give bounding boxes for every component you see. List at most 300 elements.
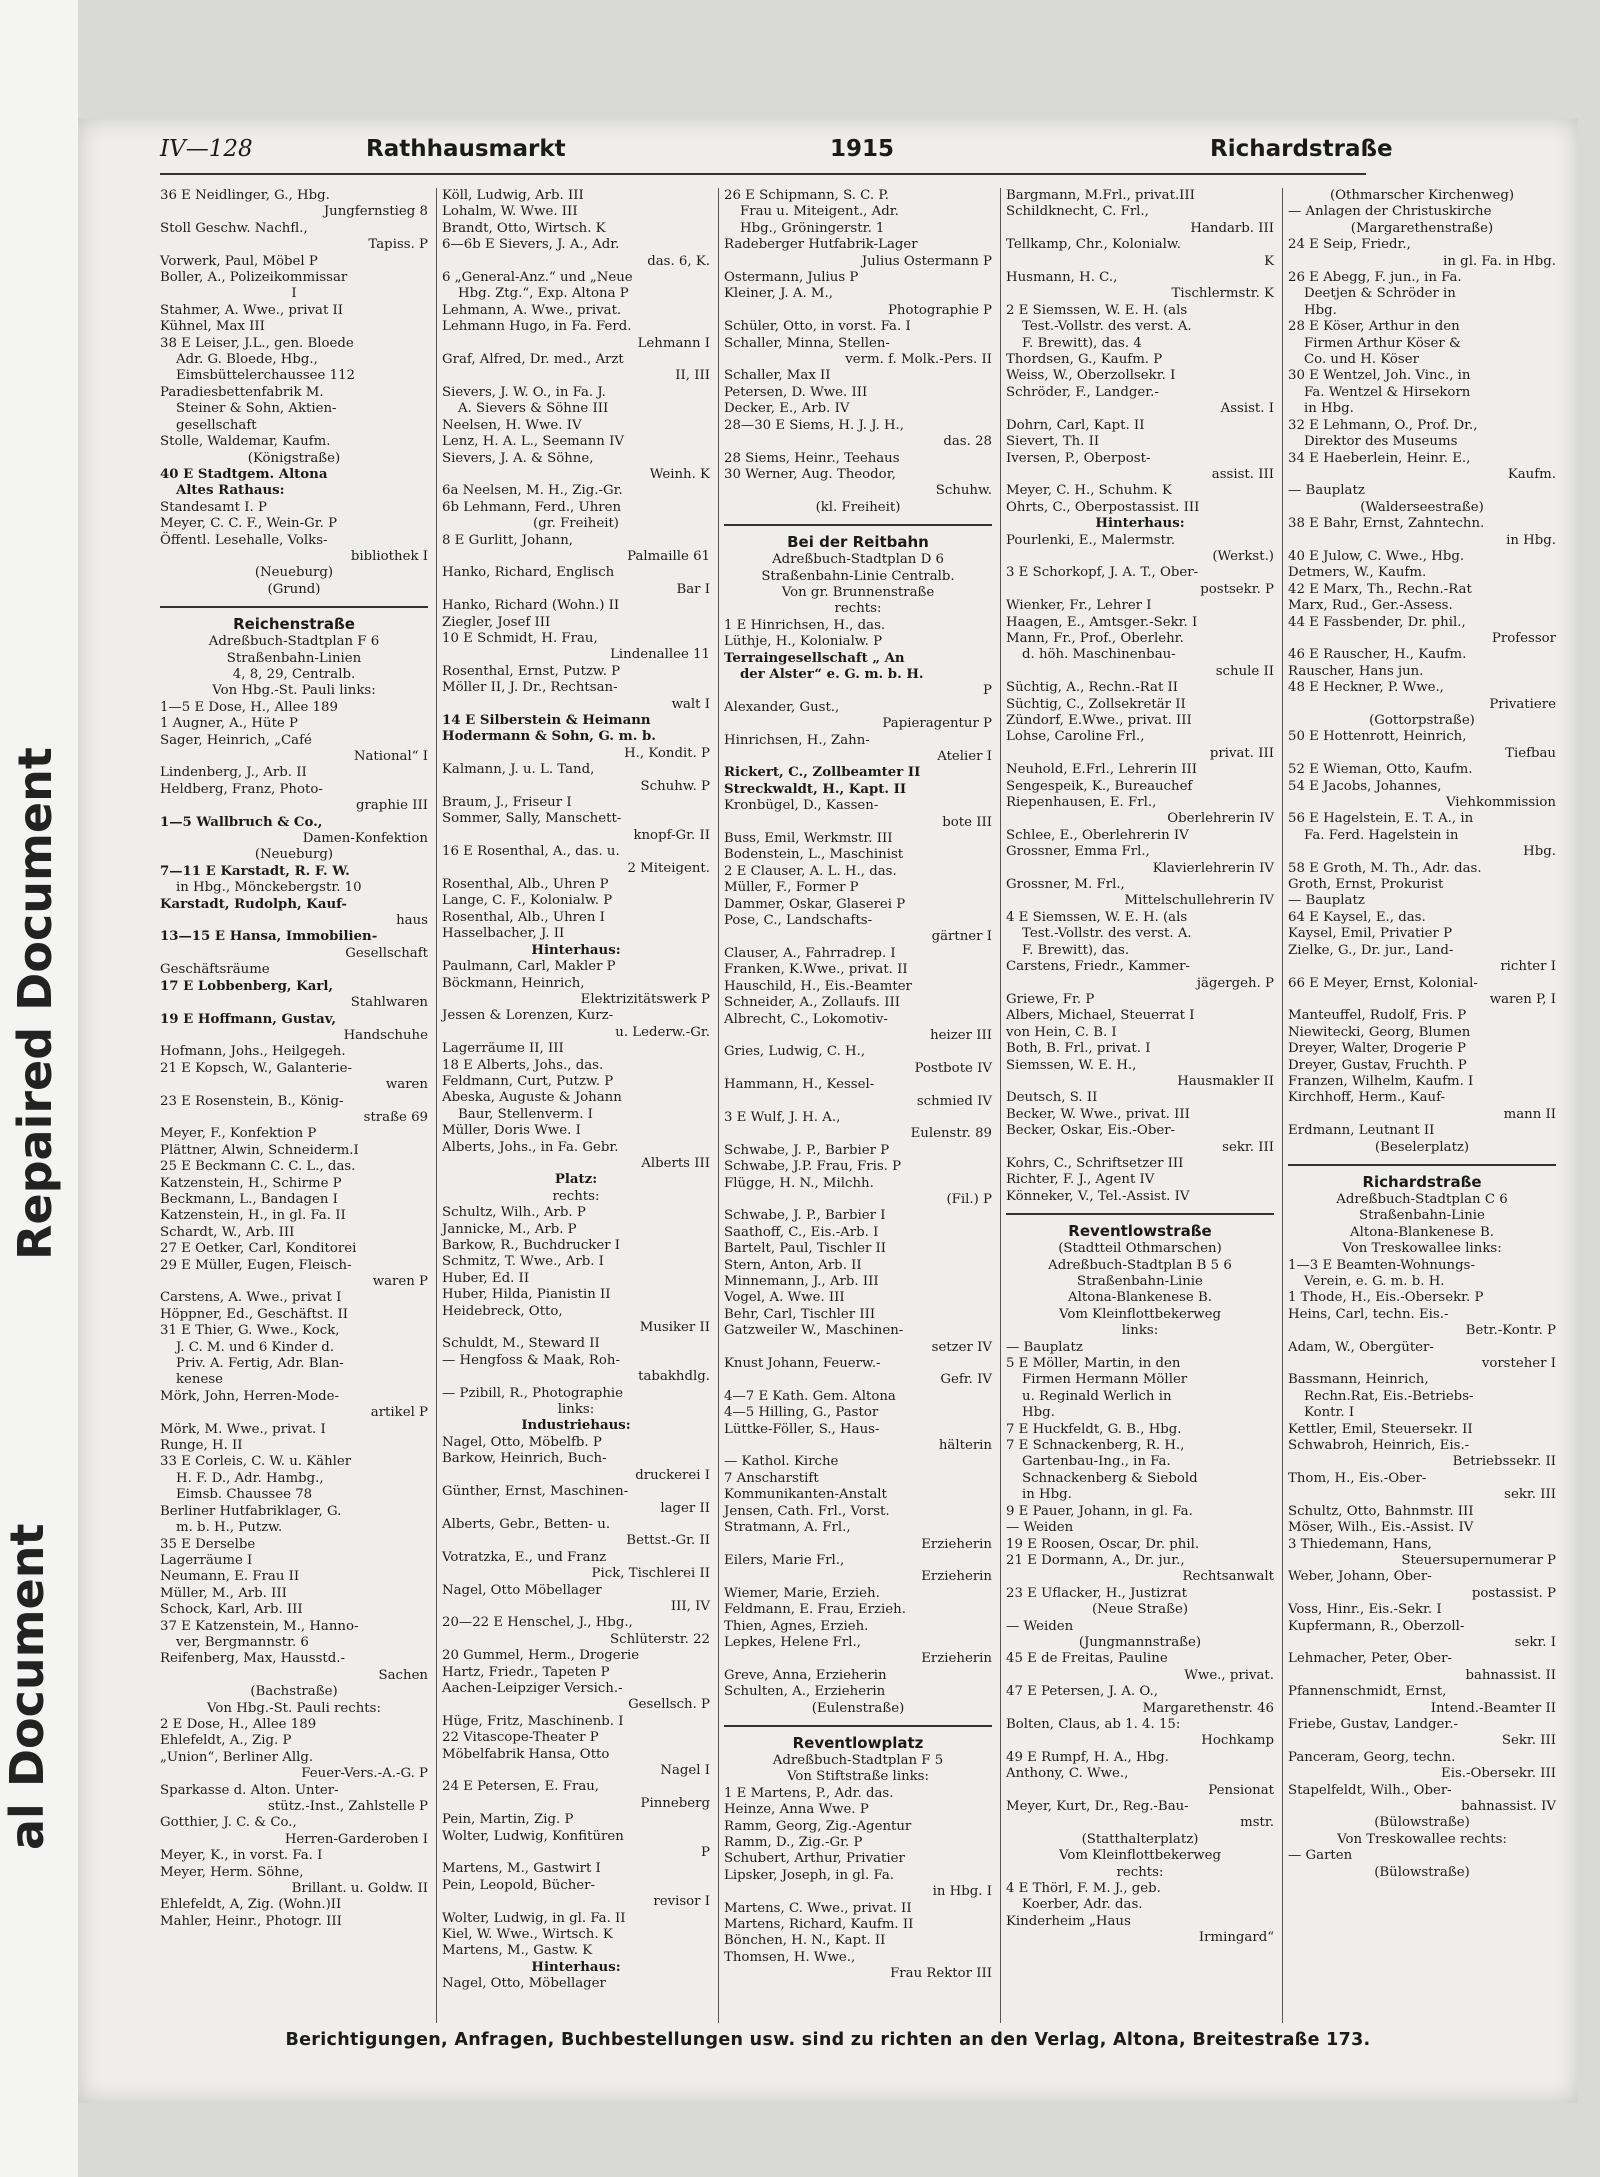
directory-entry-line: 9 E Pauer, Johann, in gl. Fa. <box>1006 1503 1193 1519</box>
directory-entry-line: Hasselbacher, J. II <box>442 926 565 942</box>
directory-entry-line: postsekr. P <box>1200 581 1274 597</box>
directory-entry-line: (Königstraße) <box>247 450 341 466</box>
directory-entry-line: Behr, Carl, Tischler III <box>724 1306 876 1322</box>
directory-entry-line: 8 E Gurlitt, Johann, <box>442 532 573 548</box>
directory-entry-line: H., Kondit. P <box>624 745 710 761</box>
directory-entry-line: Neelsen, H. Wwe. IV <box>442 417 582 433</box>
directory-entry-line: F. Brewitt), das. <box>1022 942 1130 958</box>
directory-entry-line: Eulenstr. 89 <box>910 1126 992 1142</box>
directory-entry-line: Barkow, R., Buchdrucker I <box>442 1238 621 1253</box>
directory-entry-line: 3 E Schorkopf, J. A. T., Ober- <box>1006 565 1199 581</box>
street-name: Richardstraße <box>1362 1172 1482 1191</box>
directory-entry-line: Hanko, Richard (Wohn.) II <box>442 598 620 614</box>
directory-entry-line: privat. III <box>1209 745 1274 761</box>
header-street-left: Rathhausmarkt <box>366 136 566 162</box>
directory-entry-line: 2 Miteigent. <box>627 860 710 876</box>
column-divider <box>1282 188 1283 2023</box>
directory-entry-line: druckerei I <box>635 1467 710 1483</box>
directory-entry-line: Schwabroh, Heinrich, Eis.- <box>1288 1438 1470 1454</box>
directory-entry-line: — Hengfoss & Maak, Roh- <box>442 1352 620 1368</box>
directory-entry-line: Brillant. u. Goldw. II <box>291 1881 428 1897</box>
directory-entry-line: Terraingesellschaft „ An <box>724 650 905 666</box>
directory-entry-line: Gesellschaft <box>345 945 428 961</box>
directory-entry-line: Kaufm. <box>1507 466 1556 482</box>
directory-entry-line: von Hein, C. B. I <box>1006 1024 1117 1040</box>
directory-entry-line: — Weiden <box>1006 1520 1074 1536</box>
directory-entry-line: 64 E Kaysel, E., das. <box>1288 909 1426 925</box>
directory-entry-line: Hinterhaus: <box>531 942 621 958</box>
directory-entry-line: 13—15 E Hansa, Immobilien- <box>160 929 378 945</box>
directory-entry-line: in Hbg. <box>1022 1487 1072 1503</box>
directory-entry-line: Öffentl. Lesehalle, Volks- <box>160 532 328 548</box>
directory-entry-line: 45 E de Freitas, Pauline <box>1006 1651 1168 1667</box>
directory-entry-line: Pose, C., Landschafts- <box>724 913 873 929</box>
directory-entry-line: haus <box>396 913 428 929</box>
directory-entry-line: Hbg. Ztg.“, Exp. Altona P <box>458 286 629 302</box>
directory-entry-line: Photographie P <box>887 302 992 318</box>
directory-entry-line: 17 E Lobbenberg, Karl, <box>160 978 334 994</box>
side-stamp-partial: al Document <box>0 1523 54 1850</box>
directory-entry-line: Bassmann, Heinrich, <box>1288 1372 1429 1388</box>
directory-entry-line: Sommer, Sally, Manschett- <box>442 811 622 827</box>
directory-entry-line: Steuersupernumerar P <box>1401 1552 1556 1568</box>
directory-entry-line: 24 E Petersen, E. Frau, <box>442 1779 600 1795</box>
directory-entry-line: Könneker, V., Tel.-Assist. IV <box>1006 1188 1190 1204</box>
directory-entry-line: Eimsbüttelerchaussee 112 <box>176 368 355 384</box>
directory-entry-line: Von Stiftstraße links: <box>786 1769 929 1785</box>
directory-entry-line: Firmen Hermann Möller <box>1022 1372 1188 1388</box>
directory-entry-line: Lehmann Hugo, in Fa. Ferd. <box>442 319 632 335</box>
directory-entry-line: 28—30 E Siems, H. J. J. H., <box>724 417 905 433</box>
directory-entry-line: Braum, J., Friseur I <box>442 795 572 811</box>
directory-entry-line: Mittelschullehrerin IV <box>1124 893 1274 909</box>
directory-entry-line: 7 Anscharstift <box>724 1470 819 1486</box>
directory-entry-line: Weinh. K <box>649 466 710 482</box>
directory-entry-line: Sparkasse d. Alton. Unter- <box>160 1782 339 1798</box>
directory-entry-line: Schulten, A., Erzieherin <box>724 1684 886 1700</box>
directory-entry-line: Lehmacher, Peter, Ober- <box>1288 1651 1452 1667</box>
directory-entry-line: Martens, M., Gastwirt I <box>442 1861 601 1877</box>
directory-entry-line: Carstens, Friedr., Kammer- <box>1006 959 1190 975</box>
directory-entry-line: 16 E Rosenthal, A., das. u. <box>442 844 620 860</box>
directory-entry-line: „Union“, Berliner Allg. <box>160 1749 314 1765</box>
directory-entry-line: Gotthier, J. C. & Co., <box>160 1815 297 1831</box>
directory-entry-line: 4, 8, 29, Centralb. <box>232 666 356 682</box>
directory-entry-line: (Neue Straße) <box>1091 1602 1189 1618</box>
directory-entry-line: Nagel, Otto Möbellager <box>442 1582 602 1598</box>
directory-entry-line: Müller, F., Former P <box>724 880 859 896</box>
directory-entry-line: Kaysel, Emil, Privatier P <box>1288 926 1453 942</box>
directory-entry-line: bibliothek I <box>350 548 428 564</box>
directory-entry-line: Von Hbg.-St. Pauli rechts: <box>207 1700 381 1716</box>
directory-entry-line: Lehmann I <box>637 335 710 351</box>
directory-entry-line: Streckwaldt, H., Kapt. II <box>724 781 907 797</box>
directory-entry-line: Heidebreck, Otto, <box>442 1303 563 1319</box>
directory-entry-line: Katzenstein, H., in gl. Fa. II <box>160 1208 346 1224</box>
directory-entry-line: 6 „General-Anz.“ und „Neue <box>442 270 633 286</box>
directory-entry-line: links: <box>1121 1323 1159 1339</box>
directory-entry-line: heizer III <box>930 1027 992 1043</box>
directory-entry-line: rechts: <box>552 1188 600 1204</box>
directory-entry-line: tabakhdlg. <box>638 1369 710 1385</box>
directory-entry-line: Haagen, E., Amtsger.-Sekr. I <box>1006 614 1198 630</box>
directory-entry-line: Brandt, Otto, Wirtsch. K <box>442 220 606 236</box>
directory-entry-line: Stratmann, A. Frl., <box>724 1520 851 1536</box>
directory-entry-line: Voss, Hinr., Eis.-Sekr. I <box>1288 1602 1442 1618</box>
directory-entry-line: Hinterhaus: <box>531 1959 621 1975</box>
directory-entry-line: Hbg., Gröningerstr. 1 <box>740 220 885 236</box>
directory-entry-line: Mahler, Heinr., Photogr. III <box>160 1913 342 1929</box>
directory-entry-line: (Stadtteil Othmarschen) <box>1058 1241 1222 1257</box>
directory-entry-line: Altes Rathaus: <box>176 483 285 499</box>
directory-entry-line: Decker, E., Arb. IV <box>724 401 850 417</box>
directory-entry-line: Kontr. I <box>1304 1405 1355 1421</box>
directory-entry-line: Buss, Emil, Werkmstr. III <box>724 831 893 847</box>
directory-entry-line: Stern, Anton, Arb. II <box>724 1257 862 1273</box>
directory-entry-line: — Weiden <box>1006 1618 1074 1634</box>
directory-entry-line: Wolter, Ludwig, Konfitüren <box>442 1828 624 1844</box>
directory-entry-line: Marx, Rud., Ger.-Assess. <box>1288 598 1453 614</box>
directory-entry-line: Flügge, H. N., Milchh. <box>724 1175 874 1191</box>
directory-entry-line: Frau u. Miteigent., Adr. <box>740 204 899 220</box>
directory-entry-line: artikel P <box>370 1405 428 1421</box>
directory-entry-line: Radeberger Hutfabrik-Lager <box>724 237 918 253</box>
directory-entry-line: Deutsch, S. II <box>1006 1090 1098 1106</box>
directory-entry-line: 52 E Wieman, Otto, Kaufm. <box>1288 762 1473 778</box>
directory-entry-line: Adreßbuch-Stadtplan D 6 <box>772 552 944 568</box>
directory-entry-line: Sekr. III <box>1501 1733 1556 1749</box>
directory-entry-line: 23 E Rosenstein, B., König- <box>160 1093 344 1109</box>
directory-entry-line: Adreßbuch-Stadtplan F 5 <box>772 1752 944 1768</box>
directory-entry-line: in gl. Fa. in Hbg. <box>1443 253 1556 269</box>
directory-entry-line: Jannicke, M., Arb. P <box>442 1221 577 1237</box>
directory-entry-line: Handschuhe <box>343 1027 428 1043</box>
directory-entry-line: ver, Bergmannstr. 6 <box>176 1634 309 1650</box>
directory-entry-line: Ehlefeldt, A., Zig. P <box>160 1733 292 1749</box>
directory-entry-line: Stolle, Waldemar, Kaufm. <box>160 434 331 450</box>
directory-entry-line: Neuhold, E.Frl., Lehrerin III <box>1006 762 1197 778</box>
directory-entry-line: Huber, Hilda, Pianistin II <box>442 1287 611 1303</box>
directory-entry-line: Schwabe, J.P. Frau, Fris. P <box>724 1159 902 1175</box>
directory-entry-line: 40 E Julow, C. Wwe., Hbg. <box>1288 548 1465 564</box>
directory-entry-line: 7—11 E Karstadt, R. F. W. <box>160 863 350 879</box>
directory-entry-line: 29 E Müller, Eugen, Fleisch- <box>160 1257 352 1273</box>
directory-entry-line: Intend.-Beamter II <box>1430 1700 1556 1716</box>
directory-entry-line: Vom Kleinflottbekerweg <box>1058 1848 1222 1864</box>
directory-entry-line: Heins, Carl, techn. Eis.- <box>1288 1306 1449 1322</box>
directory-entry-line: Kiel, W. Wwe., Wirtsch. K <box>442 1927 613 1943</box>
directory-entry-line: bahnassist. IV <box>1461 1799 1556 1814</box>
directory-entry-line: Adreßbuch-Stadtplan C 6 <box>1336 1191 1508 1207</box>
directory-entry-line: Straßenbahn-Linie <box>1359 1208 1485 1224</box>
directory-entry-line: Lange, C. F., Kolonialw. P <box>442 893 613 909</box>
directory-entry-line: 4 E Siemssen, W. E. H. (als <box>1006 909 1188 925</box>
directory-entry-line: Adam, W., Obergüter- <box>1288 1339 1434 1355</box>
directory-entry-line: Bartelt, Paul, Tischler II <box>724 1241 887 1257</box>
directory-entry-line: Müller, Doris Wwe. I <box>442 1123 581 1139</box>
directory-entry-line: Süchtig, C., Zollsekretär II <box>1006 696 1186 712</box>
directory-entry-line: Pein, Leopold, Bücher- <box>442 1877 595 1893</box>
directory-entry-line: — Bauplatz <box>1288 893 1365 909</box>
directory-entry-line: Ohrts, C., Oberpostassist. III <box>1006 499 1200 515</box>
directory-entry-line: 38 E Leiser, J.L., gen. Bloede <box>160 335 354 351</box>
directory-entry-line: 4 E Thörl, F. M. J., geb. <box>1006 1881 1161 1897</box>
directory-entry-line: II, III <box>675 368 710 384</box>
directory-entry-line: Vom Kleinflottbekerweg <box>1058 1306 1222 1322</box>
directory-entry-line: mstr. <box>1240 1815 1274 1831</box>
directory-entry-line: Eilers, Marie Frl., <box>724 1552 845 1568</box>
directory-column-1 <box>160 188 428 2023</box>
directory-entry-line: Tellkamp, Chr., Kolonialw. <box>1006 237 1181 253</box>
directory-entry-line: Heldberg, Franz, Photo- <box>160 781 323 797</box>
directory-entry-line: revisor I <box>653 1894 710 1910</box>
directory-entry-line: graphie III <box>356 798 428 814</box>
street-section-header <box>724 1725 992 1753</box>
directory-entry-line: Adreßbuch-Stadtplan B 5 6 <box>1048 1257 1232 1273</box>
directory-entry-line: Franzen, Wilhelm, Kaufm. I <box>1288 1073 1474 1089</box>
directory-entry-line: Nagel I <box>660 1763 710 1778</box>
header-street-right: Richardstraße <box>1210 136 1393 162</box>
directory-entry-line: Aachen-Leipziger Versich.- <box>442 1680 623 1696</box>
directory-entry-line: Lepkes, Helene Frl., <box>724 1634 861 1650</box>
directory-entry-line: (Neueburg) <box>254 565 334 581</box>
directory-entry-line: rechts: <box>834 601 882 617</box>
directory-entry-line: Zielke, G., Dr. jur., Land- <box>1288 942 1454 958</box>
directory-entry-line: Tapiss. P <box>368 237 428 253</box>
directory-entry-line: Weiss, W., Oberzollsekr. I <box>1006 368 1176 384</box>
directory-entry-line: Erzieherin <box>921 1536 992 1552</box>
directory-entry-line: 4—7 E Kath. Gem. Altona <box>724 1388 896 1404</box>
directory-entry-line: Feldmann, E. Frau, Erzieh. <box>724 1602 906 1618</box>
directory-entry-line: Test.-Vollstr. des verst. A. <box>1022 926 1192 942</box>
directory-entry-line: 28 E Köser, Arthur in den <box>1288 319 1460 335</box>
directory-entry-line: Straßenbahn-Linie Centralb. <box>761 568 955 584</box>
directory-entry-line: Handarb. III <box>1190 220 1274 236</box>
directory-entry-line: Deetjen & Schröder in <box>1304 286 1456 302</box>
directory-entry-line: 24 E Seip, Friedr., <box>1288 237 1411 253</box>
directory-entry-line: Schubert, Arthur, Privatier <box>724 1851 905 1867</box>
directory-entry-line: (Fil.) P <box>946 1191 992 1207</box>
directory-entry-line: Hüge, Fritz, Maschinenb. I <box>442 1713 624 1729</box>
directory-entry-line: Beckmann, L., Bandagen I <box>160 1191 338 1207</box>
directory-entry-line: Elektrizitätswerk P <box>580 991 710 1007</box>
directory-entry-line: Von Treskowallee links: <box>1342 1241 1502 1257</box>
directory-entry-line: Schock, Karl, Arb. III <box>160 1602 303 1618</box>
directory-entry-line: Müller, M., Arb. III <box>160 1585 287 1601</box>
directory-entry-line: P <box>983 683 992 699</box>
directory-entry-line: lager II <box>660 1500 710 1516</box>
directory-entry-line: 14 E Silberstein & Heimann <box>442 713 651 728</box>
directory-entry-line: I <box>291 286 297 302</box>
directory-entry-line: 2 E Siemssen, W. E. H. (als <box>1006 302 1188 318</box>
directory-entry-line: Kohrs, C., Schriftsetzer III <box>1006 1155 1184 1171</box>
directory-entry-line: Grossner, Emma Frl., <box>1006 844 1150 860</box>
directory-entry-line: (Bülowstraße) <box>1374 1864 1470 1880</box>
directory-entry-line: Riepenhausen, E. Frl., <box>1006 795 1157 811</box>
directory-entry-line: Von Hbg.-St. Pauli links: <box>212 683 376 699</box>
directory-entry-line: Eimsb. Chaussee 78 <box>176 1487 313 1503</box>
directory-entry-line: Sievers, J. W. O., in Fa. J. <box>442 384 606 400</box>
directory-entry-line: Thomsen, H. Wwe., <box>724 1949 856 1965</box>
directory-entry-line: Möbelfabrik Hansa, Otto <box>442 1746 610 1762</box>
directory-entry-line: Sachen <box>378 1667 428 1683</box>
directory-entry-line: Paradiesbettenfabrik M. <box>160 384 324 400</box>
directory-entry-line: 7 E Huckfeldt, G. B., Hbg. <box>1006 1421 1182 1437</box>
directory-entry-line: Firmen Arthur Köser & <box>1304 335 1461 351</box>
directory-entry-line: Bargmann, M.Frl., privat.III <box>1006 188 1195 203</box>
directory-entry-line: Wwe., privat. <box>1184 1667 1274 1683</box>
directory-entry-line: 6—6b E Sievers, J. A., Adr. <box>442 237 620 253</box>
directory-entry-line: Hanko, Richard, Englisch <box>442 565 615 581</box>
directory-entry-line: Irmingard“ <box>1198 1930 1274 1946</box>
directory-entry-line: Platz: <box>554 1172 598 1188</box>
directory-entry-line: Greve, Anna, Erzieherin <box>724 1667 887 1683</box>
directory-entry-line: 31 E Thier, G. Wwe., Kock, <box>160 1323 340 1339</box>
directory-entry-line: Griewe, Fr. P <box>1006 991 1095 1007</box>
directory-entry-line: 1—5 Wallbruch & Co., <box>160 814 323 830</box>
directory-entry-line: postassist. P <box>1471 1585 1556 1601</box>
street-name: Reventlowstraße <box>1068 1222 1212 1241</box>
directory-entry-line: Hammann, H., Kessel- <box>724 1077 875 1093</box>
directory-entry-line: (Eulenstraße) <box>811 1700 905 1716</box>
directory-entry-line: Co. und H. Köser <box>1304 352 1419 368</box>
directory-entry-line: in Hbg. <box>1506 532 1556 548</box>
directory-entry-line: Meyer, K., in vorst. Fa. I <box>160 1848 323 1864</box>
directory-entry-line: Meyer, Herm. Söhne, <box>160 1864 304 1880</box>
directory-entry-line: Both, B. Frl., privat. I <box>1006 1041 1151 1057</box>
directory-entry-line: Lehmann, A. Wwe., privat. <box>442 302 622 318</box>
directory-entry-line: Wolter, Ludwig, in gl. Fa. II <box>442 1910 626 1926</box>
directory-entry-line: Schultz, Otto, Bahnmstr. III <box>1288 1503 1474 1519</box>
directory-entry-line: Friebe, Gustav, Landger.- <box>1288 1716 1459 1732</box>
directory-entry-line: Thordsen, G., Kaufm. P <box>1006 352 1163 368</box>
directory-entry-line: Margarethenstr. 46 <box>1142 1700 1274 1716</box>
directory-entry-line: Möller II, J. Dr., Rechtsan- <box>442 680 618 696</box>
directory-entry-line: Dreyer, Walter, Drogerie P <box>1288 1041 1466 1057</box>
directory-entry-line: 3 Thiedemann, Hans, <box>1288 1536 1432 1552</box>
directory-entry-line: 10 E Schmidt, H. Frau, <box>442 630 598 646</box>
directory-entry-line: Stapelfeldt, Wilh., Ober- <box>1288 1782 1452 1798</box>
directory-entry-line: Gesellsch. P <box>628 1697 710 1713</box>
directory-entry-line: 19 E Hoffmann, Gustav, <box>160 1011 337 1027</box>
directory-entry-line: Fa. Ferd. Hagelstein in <box>1304 827 1459 843</box>
directory-entry-line: Altona-Blankenese B. <box>1350 1224 1494 1240</box>
directory-entry-line: Kirchhoff, Herm., Kauf- <box>1288 1090 1446 1106</box>
directory-entry-line: Hbg. <box>1304 302 1337 318</box>
directory-entry-line: Lenz, H. A. L., Seemann IV <box>442 434 624 450</box>
directory-entry-line: 1 E Martens, P., Adr. das. <box>724 1785 894 1801</box>
directory-entry-line: Martens, C. Wwe., privat. II <box>724 1900 912 1916</box>
directory-entry-line: verm. f. Molk.-Pers. II <box>845 352 992 368</box>
directory-entry-line: Herren-Garderoben I <box>284 1831 428 1847</box>
directory-entry-line: Carstens, A. Wwe., privat I <box>160 1290 342 1306</box>
directory-entry-line: Hochkamp <box>1201 1733 1274 1749</box>
directory-entry-line: das. 6, K. <box>647 253 710 269</box>
street-section-header <box>1288 1164 1556 1192</box>
directory-entry-line: Hbg. <box>1523 844 1556 860</box>
directory-entry-line: (Werkst.) <box>1212 548 1274 564</box>
directory-entry-line: Hbg. <box>1022 1405 1055 1421</box>
directory-entry-line: Lipsker, Joseph, in gl. Fa. <box>724 1867 894 1883</box>
directory-entry-line: 66 E Meyer, Ernst, Kolonial- <box>1288 975 1478 991</box>
directory-entry-line: Lohalm, W. Wwe. III <box>442 204 578 220</box>
directory-entry-line: Votratzka, E., und Franz <box>442 1549 607 1565</box>
directory-entry-line: Schnackenberg & Siebold <box>1022 1470 1198 1486</box>
directory-entry-line: Frau Rektor III <box>890 1966 992 1982</box>
directory-entry-line: Stahmer, A. Wwe., privat II <box>160 302 344 318</box>
directory-entry-line: Sievers, J. A. & Söhne, <box>442 450 594 466</box>
directory-entry-line: knopf-Gr. II <box>633 827 710 843</box>
directory-entry-line: — Bauplatz <box>1288 483 1365 499</box>
directory-entry-line: Katzenstein, H., Schirme P <box>160 1175 342 1191</box>
directory-entry-line: 1—5 E Dose, H., Allee 189 <box>160 699 338 715</box>
directory-entry-line: Kettler, Emil, Steuersekr. II <box>1288 1421 1473 1437</box>
directory-entry-line: gesellschaft <box>176 417 257 433</box>
directory-entry-line: Meyer, F., Konfektion P <box>160 1126 317 1142</box>
header-rule <box>160 173 1366 175</box>
directory-entry-line: Möser, Wilh., Eis.-Assist. IV <box>1288 1520 1474 1536</box>
directory-entry-line: Wiemer, Marie, Erzieh. <box>724 1585 880 1601</box>
directory-entry-line: Mörk, M. Wwe., privat. I <box>160 1421 326 1437</box>
directory-entry-line: Becker, Oskar, Eis.-Ober- <box>1006 1123 1176 1139</box>
directory-entry-line: Erzieherin <box>921 1569 992 1585</box>
directory-entry-line: Heinze, Anna Wwe. P <box>724 1802 869 1818</box>
directory-entry-line: Martens, Richard, Kaufm. II <box>724 1917 914 1933</box>
directory-entry-line: 3 E Wulf, J. H. A., <box>724 1109 841 1125</box>
directory-entry-line: Rechtsanwalt <box>1182 1569 1274 1585</box>
directory-entry-line: Meyer, Kurt, Dr., Reg.-Bau- <box>1006 1799 1189 1814</box>
directory-entry-line: Karstadt, Rudolph, Kauf- <box>160 896 347 912</box>
directory-entry-line: Rauscher, Hans jun. <box>1288 663 1424 679</box>
directory-entry-line: 56 E Hagelstein, E. T. A., in <box>1288 811 1474 827</box>
directory-entry-line: Anthony, C. Wwe., <box>1006 1766 1129 1782</box>
directory-entry-line: Saathoff, C., Eis.-Arb. I <box>724 1224 879 1240</box>
directory-entry-line: Adreßbuch-Stadtplan F 6 <box>208 634 380 650</box>
directory-entry-line: Rosenthal, Ernst, Putzw. P <box>442 663 621 679</box>
directory-entry-line: Pensionat <box>1208 1782 1274 1798</box>
directory-entry-line: Detmers, W., Kaufm. <box>1288 565 1427 581</box>
directory-entry-line: National“ I <box>353 749 428 764</box>
directory-entry-line: schule II <box>1215 663 1274 679</box>
directory-entry-line: d. höh. Maschinenbau- <box>1022 647 1176 663</box>
directory-entry-line: 40 E Stadtgem. Altona <box>160 466 328 482</box>
directory-entry-line: 7 E Schnackenberg, R. H., <box>1006 1438 1185 1454</box>
directory-column-5 <box>1288 188 1556 2023</box>
directory-entry-line: (Jungmannstraße) <box>1078 1634 1202 1650</box>
directory-entry-line: Atelier I <box>937 749 992 764</box>
directory-entry-line: Dreyer, Gustav, Fruchth. P <box>1288 1057 1467 1073</box>
directory-entry-line: Feuer-Vers.-A.-G. P <box>301 1766 428 1782</box>
directory-entry-line: 23 E Uflacker, H., Justizrat <box>1006 1585 1188 1601</box>
directory-entry-line: Höppner, Ed., Geschäftst. II <box>160 1306 348 1322</box>
directory-entry-line: Pinneberg <box>640 1795 710 1811</box>
directory-entry-line: 21 E Dormann, A., Dr. jur., <box>1006 1552 1185 1568</box>
directory-entry-line: Hofmann, Johs., Heilgegeh. <box>160 1044 346 1060</box>
directory-entry-line: — Garten <box>1288 1848 1353 1864</box>
directory-entry-line: 37 E Katzenstein, M., Hanno- <box>160 1618 359 1634</box>
street-section-header <box>724 524 992 552</box>
directory-entry-line: Sager, Heinrich, „Café <box>160 732 312 748</box>
directory-entry-line: Julius Ostermann P <box>861 253 992 269</box>
directory-entry-line: waren <box>385 1077 428 1093</box>
street-section-header <box>160 606 428 634</box>
directory-entry-line: Hodermann & Sohn, G. m. b. <box>442 729 656 745</box>
directory-entry-line: 1—3 E Beamten-Wohnungs- <box>1288 1257 1475 1273</box>
directory-entry-line: Vogel, A. Wwe. III <box>724 1290 845 1306</box>
directory-entry-line: Kommunikanten-Anstalt <box>724 1487 887 1503</box>
directory-entry-line: — Bauplatz <box>1006 1339 1083 1355</box>
directory-entry-line: 26 E Schipmann, S. C. P. <box>724 188 889 203</box>
